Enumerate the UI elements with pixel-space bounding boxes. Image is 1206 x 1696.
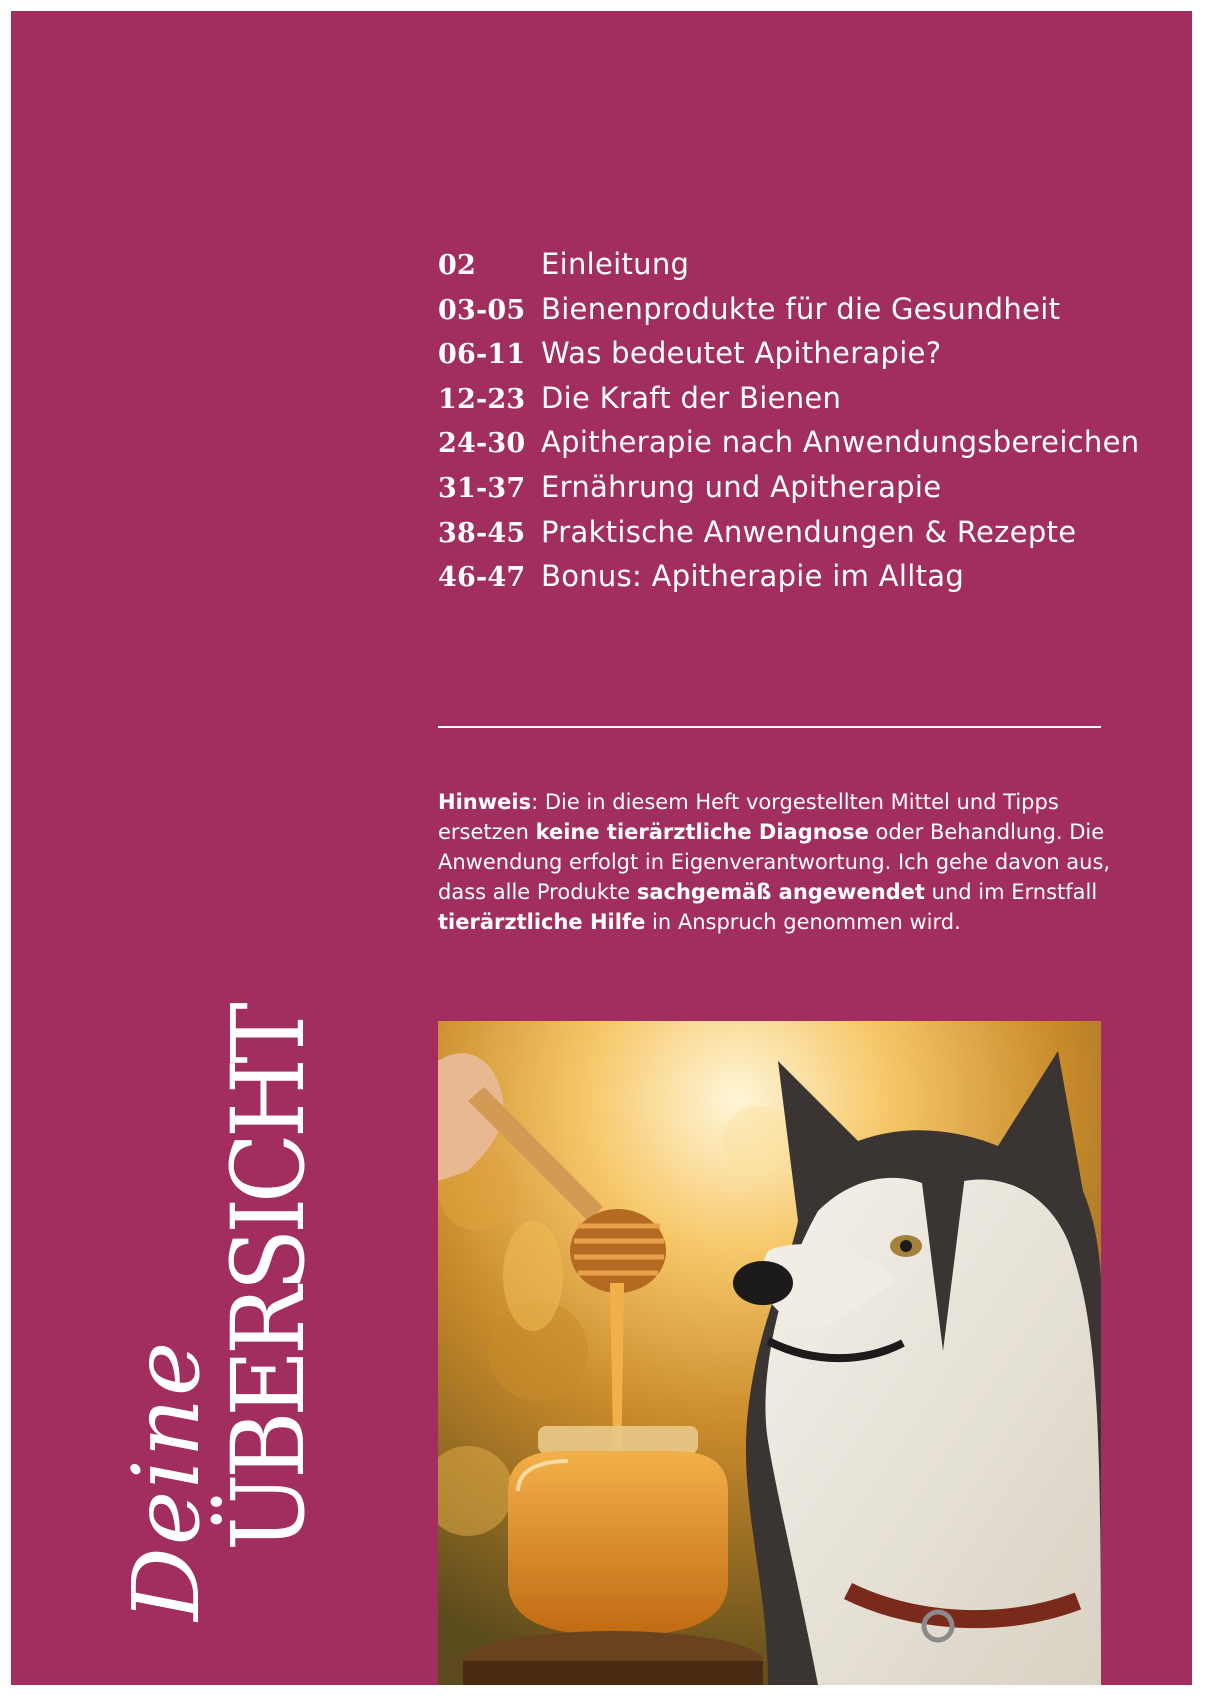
note-text: in Anspruch genommen wird. <box>645 910 961 934</box>
toc-chapter-title: Was bedeutet Apitherapie? <box>541 336 942 371</box>
toc-chapter-title: Bonus: Apitherapie im Alltag <box>541 559 965 594</box>
note-emphasis: tierärztliche Hilfe <box>438 910 646 934</box>
toc-entry[interactable] <box>438 336 1178 381</box>
heading-script-word: Deine <box>113 1339 220 1621</box>
toc-chapter-title: Einleitung <box>541 247 690 281</box>
toc-page-range: 03-05 <box>438 294 526 326</box>
toc-page-range: 38-45 <box>438 517 526 549</box>
toc-chapter-title: Die Kraft der Bienen <box>541 380 842 415</box>
note-emphasis: keine tierärztliche Diagnose <box>535 820 869 844</box>
toc-entry[interactable] <box>438 559 1178 604</box>
note-label: Hinweis <box>438 790 532 814</box>
husky-honey-photo <box>438 1021 1101 1685</box>
toc-chapter-title: Praktische Anwendungen & Rezepte <box>541 514 1077 549</box>
toc-chapter-title: Bienenprodukte für die Gesundheit <box>541 291 1061 326</box>
toc-chapter-title: Ernährung und Apitherapie <box>541 469 942 504</box>
page-title: ÜBERSICHT <box>210 1007 327 1551</box>
toc-chapter-title: Apitherapie nach Anwendungsbereichen <box>541 425 1140 460</box>
toc-page-range: 02 <box>438 250 476 281</box>
note-text: und im Ernstfall <box>924 880 1098 904</box>
toc-page-range: 06-11 <box>438 339 526 371</box>
toc-entry[interactable] <box>438 425 1178 470</box>
note-text: : Die in diesem Heft vorgestellten Mittel und Tipps ersetzen <box>438 790 1059 844</box>
toc-page-range: 24-30 <box>438 428 526 460</box>
toc-page-range: 31-37 <box>438 472 526 504</box>
toc-entry[interactable] <box>438 292 1178 337</box>
toc-page-range: 46-47 <box>438 562 526 594</box>
note-text: oder Behandlung. Die Anwendung erfolgt in Eigenverantwortung. Ich gehe davon aus, dass alle Produkte <box>438 820 1111 904</box>
toc-entry[interactable] <box>438 515 1178 560</box>
divider-line <box>438 726 1101 728</box>
toc-entry[interactable] <box>438 381 1178 426</box>
table-of-contents <box>438 247 1178 604</box>
overview-page <box>11 11 1192 1685</box>
toc-entry[interactable] <box>438 470 1178 515</box>
note-emphasis: sachgemäß angewendet <box>636 880 925 904</box>
disclaimer-note <box>438 787 1118 937</box>
toc-page-range: 12-23 <box>438 383 526 415</box>
toc-entry[interactable] <box>438 247 1178 292</box>
